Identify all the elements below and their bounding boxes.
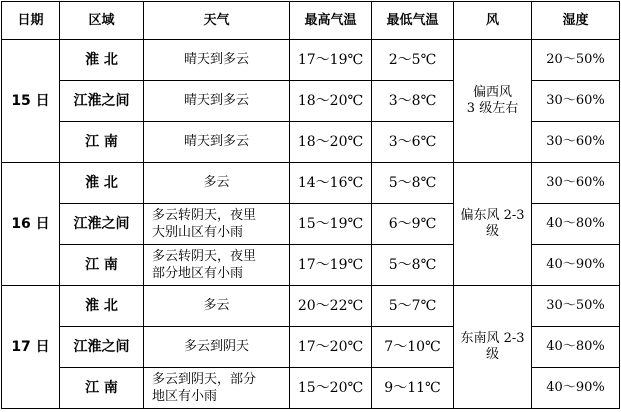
weather-line: 多云转阴天，夜里 bbox=[152, 249, 257, 264]
low-temp-cell: 3～8℃ bbox=[372, 81, 454, 122]
weather-cell: 晴天到多云 bbox=[144, 40, 290, 81]
weather-forecast-table bbox=[1, 1, 620, 409]
wind-line: 3 级左右 bbox=[466, 101, 519, 116]
humidity-cell: 40～90% bbox=[532, 368, 620, 409]
low-temp-cell: 5～8℃ bbox=[372, 245, 454, 286]
wind-line: 级 bbox=[485, 347, 499, 362]
high-temp-cell: 17～20℃ bbox=[290, 327, 372, 368]
header-low-temp: 最低气温 bbox=[372, 2, 454, 40]
weather-line: 多云到阴天，部分 bbox=[152, 372, 257, 387]
header-wind: 风 bbox=[454, 2, 532, 40]
table-row bbox=[2, 40, 620, 81]
weather-line: 多云转阴天，夜里 bbox=[152, 208, 257, 223]
header-row bbox=[2, 2, 620, 40]
weather-cell bbox=[144, 204, 290, 245]
region-cell: 江 南 bbox=[60, 368, 144, 409]
humidity-cell: 40～90% bbox=[532, 245, 620, 286]
low-temp-cell: 7～10℃ bbox=[372, 327, 454, 368]
high-temp-cell: 17～19℃ bbox=[290, 245, 372, 286]
wind-line: 偏西风 bbox=[472, 85, 512, 100]
region-cell: 江淮之间 bbox=[60, 327, 144, 368]
weather-cell bbox=[144, 368, 290, 409]
wind-cell bbox=[454, 163, 532, 286]
header-date: 日期 bbox=[2, 2, 60, 40]
weather-cell bbox=[144, 245, 290, 286]
low-temp-cell: 6～9℃ bbox=[372, 204, 454, 245]
humidity-cell: 40～80% bbox=[532, 327, 620, 368]
region-cell: 江 南 bbox=[60, 122, 144, 163]
wind-line: 级 bbox=[485, 224, 499, 239]
date-cell: 17 日 bbox=[2, 286, 60, 409]
region-cell: 淮 北 bbox=[60, 40, 144, 81]
header-region: 区域 bbox=[60, 2, 144, 40]
wind-line: 偏东风 2-3 bbox=[460, 208, 525, 223]
low-temp-cell: 2～5℃ bbox=[372, 40, 454, 81]
weather-cell: 多云 bbox=[144, 286, 290, 327]
low-temp-cell: 9～11℃ bbox=[372, 368, 454, 409]
date-cell: 15 日 bbox=[2, 40, 60, 163]
weather-line: 大别山区有小雨 bbox=[152, 225, 244, 240]
weather-cell: 多云 bbox=[144, 163, 290, 204]
high-temp-cell: 18～20℃ bbox=[290, 122, 372, 163]
region-cell: 江淮之间 bbox=[60, 204, 144, 245]
weather-cell: 晴天到多云 bbox=[144, 81, 290, 122]
wind-cell bbox=[454, 286, 532, 409]
humidity-cell: 30～60% bbox=[532, 163, 620, 204]
humidity-cell: 30～50% bbox=[532, 286, 620, 327]
region-cell: 江 南 bbox=[60, 245, 144, 286]
weather-cell: 多云到阴天 bbox=[144, 327, 290, 368]
region-cell: 淮 北 bbox=[60, 286, 144, 327]
header-weather: 天气 bbox=[144, 2, 290, 40]
low-temp-cell: 5～7℃ bbox=[372, 286, 454, 327]
region-cell: 江淮之间 bbox=[60, 81, 144, 122]
humidity-cell: 30～60% bbox=[532, 81, 620, 122]
wind-cell bbox=[454, 40, 532, 163]
wind-line: 东南风 2-3 bbox=[460, 331, 525, 346]
high-temp-cell: 15～19℃ bbox=[290, 204, 372, 245]
humidity-cell: 30～60% bbox=[532, 122, 620, 163]
high-temp-cell: 14～16℃ bbox=[290, 163, 372, 204]
high-temp-cell: 15～20℃ bbox=[290, 368, 372, 409]
high-temp-cell: 20～22℃ bbox=[290, 286, 372, 327]
table-row bbox=[2, 163, 620, 204]
high-temp-cell: 17～19℃ bbox=[290, 40, 372, 81]
low-temp-cell: 5～8℃ bbox=[372, 163, 454, 204]
table-row bbox=[2, 286, 620, 327]
humidity-cell: 20～50% bbox=[532, 40, 620, 81]
header-high-temp: 最高气温 bbox=[290, 2, 372, 40]
header-humidity: 湿度 bbox=[532, 2, 620, 40]
humidity-cell: 40～80% bbox=[532, 204, 620, 245]
weather-line: 部分地区有小雨 bbox=[152, 266, 244, 281]
date-cell: 16 日 bbox=[2, 163, 60, 286]
weather-line: 地区有小雨 bbox=[152, 389, 218, 404]
weather-cell: 晴天到多云 bbox=[144, 122, 290, 163]
region-cell: 淮 北 bbox=[60, 163, 144, 204]
high-temp-cell: 18～20℃ bbox=[290, 81, 372, 122]
low-temp-cell: 3～6℃ bbox=[372, 122, 454, 163]
